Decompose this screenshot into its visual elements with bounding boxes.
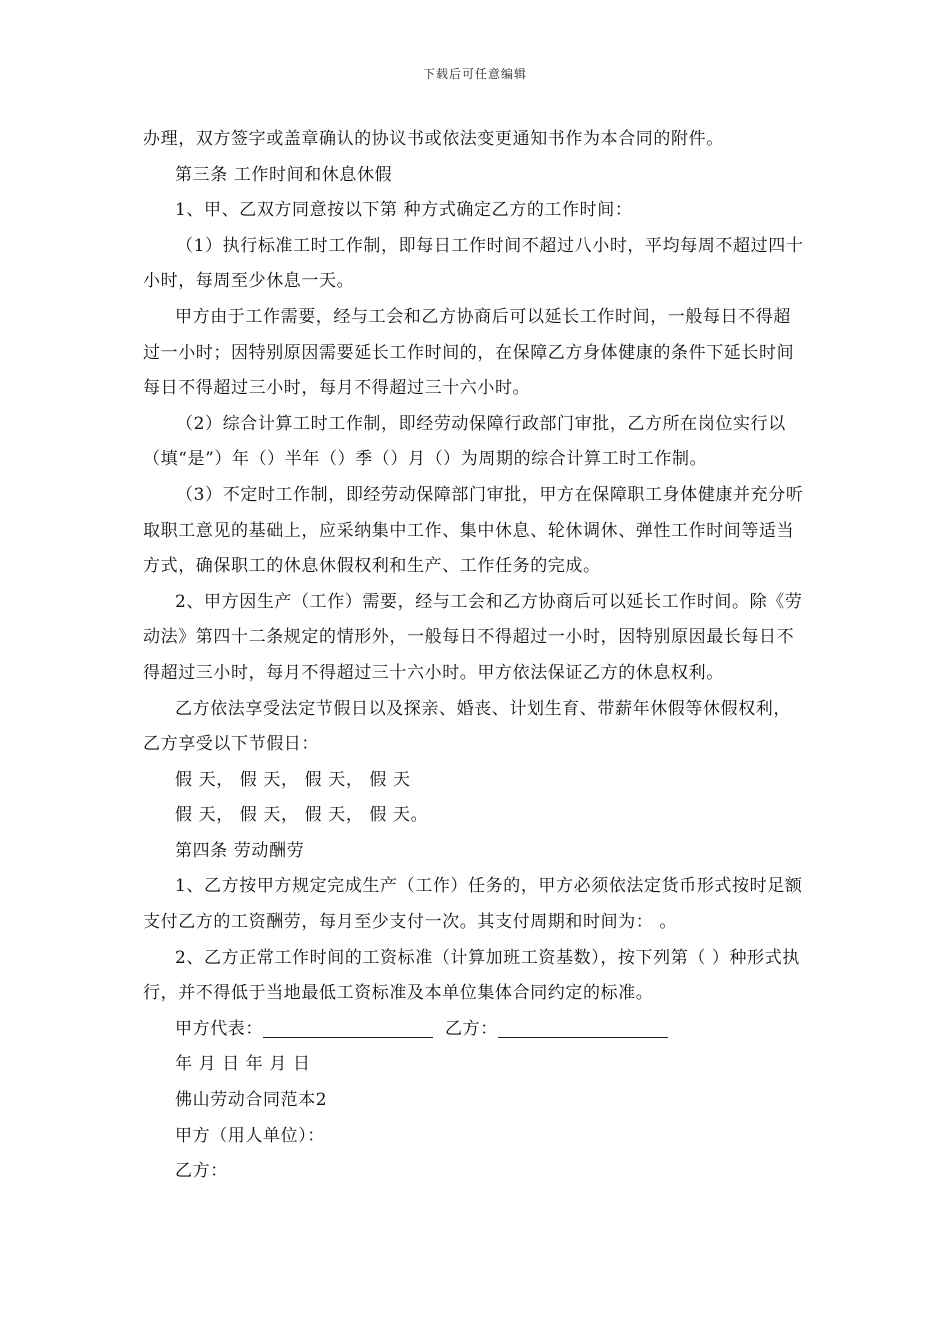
section-heading: 第四条 劳动酬劳 [175,840,305,861]
party-a-employer-line: 甲方（用人单位）： [175,1125,325,1146]
paragraph: 乙方依法享受法定节假日以及探亲、婚丧、计划生育、带薪年休假等休假权利，乙方享受以下节假日： [143,698,791,755]
holiday-line: 假 天， 假 天， 假 天， 假 天 [175,769,411,790]
contract-body [143,122,808,1190]
paragraph: 办理，双方签字或盖章确认的协议书或依法变更通知书作为本合同的附件。 [143,129,724,149]
party-b-line: 乙方： [175,1161,228,1182]
header-note: 下载后可任意编辑 [422,67,527,81]
paragraph: 1、乙方按甲方规定完成生产（工作）任务的，甲方必须依法定货币形式按时足额支付乙方的工资酬劳，每月至少支付一次。其支付周期和时间为： 。 [143,876,803,933]
date-line: 年 月 日 年 月 日 [175,1054,311,1075]
party-a-signature-blank [263,1019,433,1038]
paragraph: 2、乙方正常工作时间的工资标准（计算加班工资基数），按下列第（ ）种形式执行，并不得低于当地最低工资标准及本单位集体合同约定的标准。 [143,947,800,1004]
signature-line [143,1012,808,1048]
party-b-signature-blank [498,1019,668,1038]
holiday-line: 假 天， 假 天， 假 天， 假 天。 [175,805,429,826]
party-a-representative-label: 甲方代表： [175,1018,263,1039]
paragraph: （1）执行标准工时工作制，即每日工作时间不超过八小时，平均每周不超过四十小时，每周至少休息一天。 [143,235,804,292]
sample-title: 佛山劳动合同范本2 [175,1090,328,1111]
party-b-label: 乙方： [445,1018,498,1039]
section-heading: 第三条 工作时间和休息休假 [175,164,393,185]
paragraph: 1、甲、乙双方同意按以下第 种方式确定乙方的工作时间： [175,200,633,221]
paragraph: 2、甲方因生产（工作）需要，经与工会和乙方协商后可以延长工作时间。除《劳动法》第四十二条规定的情形外，一般每日不得超过一小时，因特别原因最长每日不得超过三小时，每月不得超过三十六小时。甲方依法保证乙方的休息权利。 [143,591,803,683]
paragraph: （2）综合计算工时工作制，即经劳动保障行政部门审批，乙方所在岗位实行以（填“是”）年（）半年（）季（）月（）为周期的综合计算工时工作制。 [143,413,786,470]
paragraph: （3）不定时工作制，即经劳动保障部门审批，甲方在保障职工身体健康并充分听取职工意见的基础上，应采纳集中工作、集中休息、轮休调休、弹性工作时间等适当方式，确保职工的休息休假权利和生产、工作任务的完成。 [143,484,804,577]
paragraph: 甲方由于工作需要，经与工会和乙方协商后可以延长工作时间，一般每日不得超过一小时；因特别原因需要延长工作时间的，在保障乙方身体健康的条件下延长时间每日不得超过三小时，每月不得超过三十六小时。 [143,306,795,399]
